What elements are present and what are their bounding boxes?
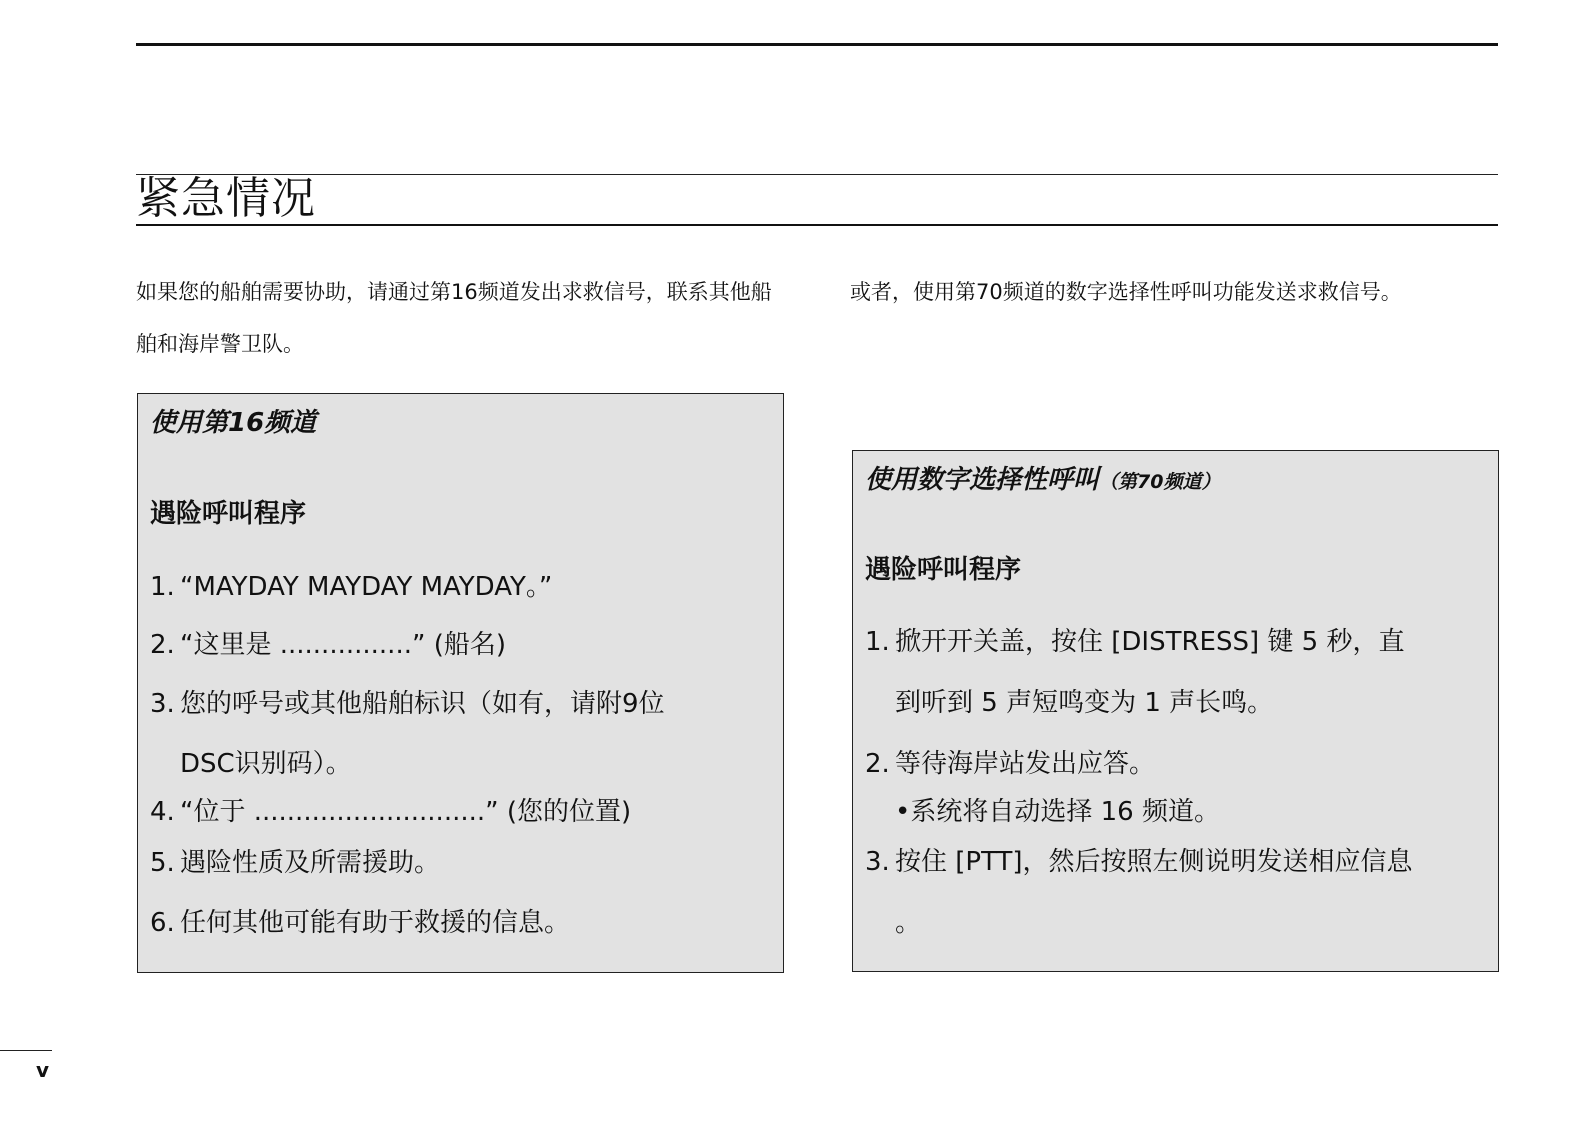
step-item bbox=[150, 687, 665, 721]
step-number: 2. bbox=[150, 630, 175, 660]
step-bullet-note: •系统将自动选择 16 频道。 bbox=[895, 797, 1220, 827]
title-rule-top bbox=[136, 174, 1498, 175]
step-item bbox=[865, 747, 1155, 781]
step-text: 遇险性质及所需援助。 bbox=[180, 848, 441, 878]
dsc-procedure-box bbox=[852, 450, 1499, 972]
page-title: 紧急情况 bbox=[136, 173, 316, 224]
intro-right-paragraph: 或者，使用第70频道的数字选择性呼叫功能发送求救信号。 bbox=[850, 280, 1402, 304]
title-rule-bottom bbox=[136, 224, 1498, 226]
step-text: 等待海岸站发出应答。 bbox=[895, 749, 1156, 779]
step-continuation: DSC识别码）。 bbox=[180, 749, 352, 779]
step-text: “位于 ............................” (您的位置) bbox=[180, 797, 632, 827]
dsc-heading-text: 使用数字选择性呼叫 bbox=[865, 465, 1100, 495]
step-item bbox=[150, 906, 570, 940]
page-number-rule bbox=[0, 1050, 52, 1051]
step-text: 掀开开关盖，按住 [DISTRESS] 键 5 秒，直 bbox=[895, 627, 1405, 657]
dsc-heading bbox=[865, 463, 1220, 499]
step-continuation: 。 bbox=[895, 908, 922, 938]
step-item bbox=[150, 846, 440, 880]
dsc-heading-channel: （第70频道） bbox=[1099, 471, 1221, 493]
step-item bbox=[150, 628, 506, 662]
step-number: 3. bbox=[150, 689, 175, 719]
step-number: 6. bbox=[150, 908, 175, 938]
step-number: 4. bbox=[150, 797, 175, 827]
step-item bbox=[150, 570, 552, 604]
step-number: 3. bbox=[865, 847, 890, 877]
step-number: 1. bbox=[150, 572, 175, 602]
step-continuation: 到听到 5 声短鸣变为 1 声长鸣。 bbox=[895, 688, 1274, 718]
step-text: 您的呼号或其他船舶标识（如有，请附9位 bbox=[180, 689, 665, 719]
top-rule bbox=[136, 43, 1498, 46]
step-text: “这里是 ................” (船名) bbox=[180, 630, 506, 660]
step-number: 5. bbox=[150, 848, 175, 878]
page-number: v bbox=[36, 1058, 50, 1082]
distress-procedure-subheading: 遇险呼叫程序 bbox=[865, 555, 1022, 585]
channel16-procedure-box bbox=[137, 393, 784, 973]
step-item bbox=[865, 845, 1413, 879]
step-item bbox=[150, 795, 631, 829]
step-number: 1. bbox=[865, 627, 890, 657]
intro-left-paragraph: 如果您的船舶需要协助，请通过第16频道发出求救信号，联系其他船舶和海岸警卫队。 bbox=[136, 280, 772, 356]
step-item bbox=[865, 625, 1404, 659]
step-number: 2. bbox=[865, 749, 890, 779]
step-text: 按住 [PTT]，然后按照左侧说明发送相应信息 bbox=[895, 847, 1413, 877]
channel16-heading: 使用第16频道 bbox=[150, 408, 317, 438]
step-text: 任何其他可能有助于救援的信息。 bbox=[180, 908, 571, 938]
step-text: “MAYDAY MAYDAY MAYDAY。” bbox=[180, 572, 553, 602]
distress-procedure-subheading: 遇险呼叫程序 bbox=[150, 499, 307, 529]
